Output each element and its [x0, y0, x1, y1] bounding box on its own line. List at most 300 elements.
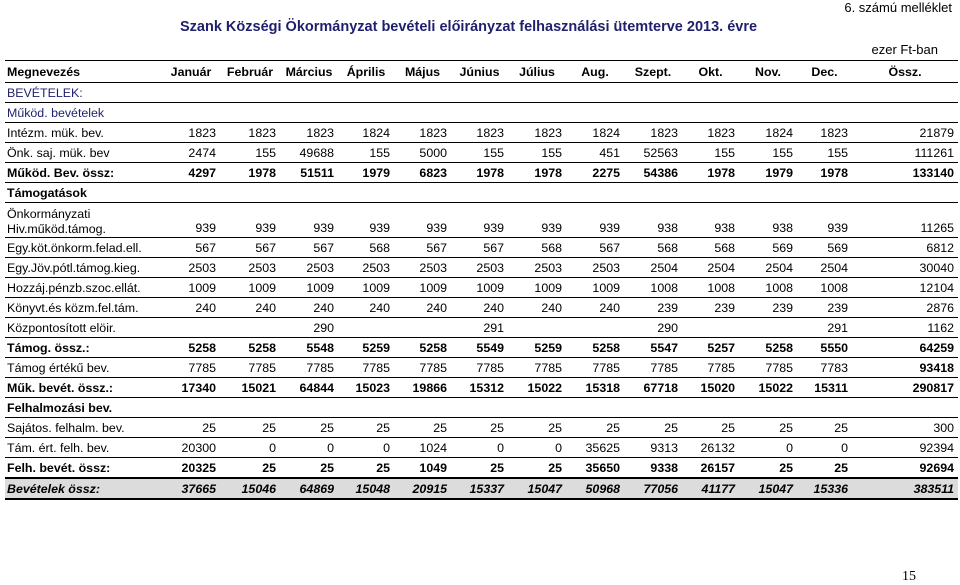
- value-cell: 2503: [220, 258, 280, 278]
- value-cell: 25: [338, 418, 394, 438]
- value-cell: 1162: [852, 318, 958, 338]
- value-cell: 300: [852, 418, 958, 438]
- table-row: [5, 318, 958, 338]
- value-cell: 1009: [338, 278, 394, 298]
- header-cell: Össz.: [852, 61, 958, 83]
- value-cell: 939: [566, 203, 624, 238]
- value-cell: 239: [682, 298, 739, 318]
- value-cell: 240: [338, 298, 394, 318]
- header-cell: Nov.: [739, 61, 797, 83]
- header-cell: Június: [451, 61, 508, 83]
- value-cell: 155: [508, 143, 566, 163]
- table-row: [5, 163, 958, 183]
- value-cell: 1009: [451, 278, 508, 298]
- value-cell: 15336: [797, 478, 852, 499]
- row-label: Támog értékű bev.: [5, 358, 162, 378]
- value-cell: 9338: [624, 458, 682, 479]
- table-row: [5, 183, 958, 203]
- value-cell: 2503: [338, 258, 394, 278]
- value-cell: 567: [451, 238, 508, 258]
- value-cell: [852, 103, 958, 123]
- value-cell: [220, 183, 280, 203]
- value-cell: 25: [394, 418, 451, 438]
- value-cell: 567: [280, 238, 338, 258]
- table-row: [5, 143, 958, 163]
- value-cell: [566, 103, 624, 123]
- value-cell: [338, 103, 394, 123]
- value-cell: 25: [280, 458, 338, 479]
- value-cell: 7785: [280, 358, 338, 378]
- row-label: Hozzáj.pénzb.szoc.ellát.: [5, 278, 162, 298]
- row-label: Könyvt.és közm.fel.tám.: [5, 298, 162, 318]
- value-cell: [162, 103, 220, 123]
- value-cell: 240: [220, 298, 280, 318]
- row-label: Sajátos. felhalm. bev.: [5, 418, 162, 438]
- value-cell: 133140: [852, 163, 958, 183]
- value-cell: [220, 103, 280, 123]
- table-row: [5, 358, 958, 378]
- value-cell: 155: [338, 143, 394, 163]
- value-cell: [624, 83, 682, 103]
- value-cell: [338, 83, 394, 103]
- value-cell: 155: [739, 143, 797, 163]
- value-cell: 0: [797, 438, 852, 458]
- value-cell: 569: [739, 238, 797, 258]
- value-cell: 155: [682, 143, 739, 163]
- value-cell: 20300: [162, 438, 220, 458]
- value-cell: 15337: [451, 478, 508, 499]
- value-cell: [852, 398, 958, 418]
- value-cell: [338, 318, 394, 338]
- value-cell: 7785: [624, 358, 682, 378]
- value-cell: 155: [451, 143, 508, 163]
- header-cell: Okt.: [682, 61, 739, 83]
- value-cell: 20325: [162, 458, 220, 479]
- value-cell: 5259: [508, 338, 566, 358]
- value-cell: [508, 318, 566, 338]
- value-cell: 567: [162, 238, 220, 258]
- value-cell: 2275: [566, 163, 624, 183]
- row-label: [5, 203, 162, 238]
- value-cell: 1823: [220, 123, 280, 143]
- value-cell: 567: [394, 238, 451, 258]
- value-cell: 1823: [624, 123, 682, 143]
- value-cell: [394, 183, 451, 203]
- value-cell: 290: [624, 318, 682, 338]
- value-cell: 25: [797, 418, 852, 438]
- value-cell: 15312: [451, 378, 508, 398]
- value-cell: 568: [624, 238, 682, 258]
- value-cell: 2503: [451, 258, 508, 278]
- value-cell: [739, 183, 797, 203]
- value-cell: 290: [280, 318, 338, 338]
- header-cell: Dec.: [797, 61, 852, 83]
- row-label: Támog. össz.:: [5, 338, 162, 358]
- value-cell: 5000: [394, 143, 451, 163]
- value-cell: 155: [797, 143, 852, 163]
- value-cell: 0: [508, 438, 566, 458]
- value-cell: 155: [220, 143, 280, 163]
- value-cell: 25: [508, 458, 566, 479]
- value-cell: 1824: [739, 123, 797, 143]
- value-cell: 1979: [338, 163, 394, 183]
- value-cell: [162, 398, 220, 418]
- value-cell: 7785: [220, 358, 280, 378]
- value-cell: 1008: [682, 278, 739, 298]
- value-cell: 1008: [624, 278, 682, 298]
- value-cell: 1978: [508, 163, 566, 183]
- value-cell: 1978: [451, 163, 508, 183]
- value-cell: [394, 398, 451, 418]
- table-row: [5, 103, 958, 123]
- value-cell: 567: [220, 238, 280, 258]
- value-cell: 15047: [739, 478, 797, 499]
- value-cell: 291: [451, 318, 508, 338]
- value-cell: [682, 398, 739, 418]
- value-cell: 2474: [162, 143, 220, 163]
- value-cell: 5258: [739, 338, 797, 358]
- value-cell: 451: [566, 143, 624, 163]
- value-cell: 64844: [280, 378, 338, 398]
- row-label: Önk. saj. mük. bev: [5, 143, 162, 163]
- header-label: Megnevezés: [5, 61, 162, 83]
- value-cell: 1978: [797, 163, 852, 183]
- value-cell: 939: [797, 203, 852, 238]
- value-cell: [220, 83, 280, 103]
- value-cell: 30040: [852, 258, 958, 278]
- row-label: Műk. bevét. össz.:: [5, 378, 162, 398]
- value-cell: [739, 318, 797, 338]
- value-cell: [739, 83, 797, 103]
- value-cell: [624, 103, 682, 123]
- row-label: Támogatások: [5, 183, 162, 203]
- value-cell: 15022: [739, 378, 797, 398]
- value-cell: 4297: [162, 163, 220, 183]
- value-cell: 5550: [797, 338, 852, 358]
- value-cell: 6823: [394, 163, 451, 183]
- value-cell: [566, 83, 624, 103]
- value-cell: 1009: [394, 278, 451, 298]
- table-row: [5, 418, 958, 438]
- value-cell: [566, 183, 624, 203]
- page-number: 15: [902, 569, 916, 584]
- value-cell: 93418: [852, 358, 958, 378]
- value-cell: 1049: [394, 458, 451, 479]
- value-cell: 1824: [338, 123, 394, 143]
- value-cell: 15046: [220, 478, 280, 499]
- value-cell: [508, 398, 566, 418]
- header-cell: Január: [162, 61, 220, 83]
- value-cell: 1979: [739, 163, 797, 183]
- value-cell: [682, 103, 739, 123]
- annex-label: 6. számú melléklet: [844, 0, 952, 15]
- table-row: [5, 398, 958, 418]
- value-cell: 939: [338, 203, 394, 238]
- value-cell: 0: [280, 438, 338, 458]
- row-label: Egy.köt.önkorm.felad.ell.: [5, 238, 162, 258]
- value-cell: 15047: [508, 478, 566, 499]
- value-cell: 290817: [852, 378, 958, 398]
- value-cell: [566, 318, 624, 338]
- value-cell: 240: [280, 298, 338, 318]
- value-cell: [394, 318, 451, 338]
- value-cell: 1009: [280, 278, 338, 298]
- value-cell: [624, 183, 682, 203]
- value-cell: [852, 183, 958, 203]
- value-cell: 7785: [682, 358, 739, 378]
- value-cell: 5547: [624, 338, 682, 358]
- table-body: [5, 61, 958, 500]
- value-cell: 7785: [566, 358, 624, 378]
- value-cell: 1823: [394, 123, 451, 143]
- header-cell: Aug.: [566, 61, 624, 83]
- value-cell: 25: [451, 458, 508, 479]
- value-cell: 7783: [797, 358, 852, 378]
- value-cell: 7785: [739, 358, 797, 378]
- value-cell: 0: [338, 438, 394, 458]
- value-cell: 111261: [852, 143, 958, 163]
- value-cell: [162, 318, 220, 338]
- value-cell: 0: [220, 438, 280, 458]
- row-label: Tám. ért. felh. bev.: [5, 438, 162, 458]
- value-cell: [280, 183, 338, 203]
- value-cell: 1978: [220, 163, 280, 183]
- value-cell: 21879: [852, 123, 958, 143]
- row-label: Bevételek össz:: [5, 478, 162, 499]
- value-cell: 25: [508, 418, 566, 438]
- table-row: [5, 83, 958, 103]
- value-cell: 2504: [624, 258, 682, 278]
- unit-label: ezer Ft-ban: [871, 42, 938, 57]
- value-cell: [682, 318, 739, 338]
- value-cell: 17340: [162, 378, 220, 398]
- value-cell: 239: [739, 298, 797, 318]
- value-cell: [451, 398, 508, 418]
- value-cell: 92694: [852, 458, 958, 479]
- value-cell: 5258: [566, 338, 624, 358]
- table-row: [5, 258, 958, 278]
- value-cell: [451, 83, 508, 103]
- value-cell: 938: [682, 203, 739, 238]
- header-cell: Április: [338, 61, 394, 83]
- value-cell: 1823: [162, 123, 220, 143]
- value-cell: 2503: [566, 258, 624, 278]
- value-cell: 50968: [566, 478, 624, 499]
- value-cell: 92394: [852, 438, 958, 458]
- value-cell: 1009: [162, 278, 220, 298]
- value-cell: 5258: [220, 338, 280, 358]
- row-label: Működ. bevételek: [5, 103, 162, 123]
- value-cell: 5258: [162, 338, 220, 358]
- value-cell: 2503: [280, 258, 338, 278]
- value-cell: [797, 183, 852, 203]
- value-cell: 6812: [852, 238, 958, 258]
- value-cell: 383511: [852, 478, 958, 499]
- value-cell: [508, 103, 566, 123]
- page-title: Szank Községi Ökormányzat bevételi előirányzat felhasználási ütemterve 2013. évre: [180, 19, 758, 35]
- value-cell: 240: [162, 298, 220, 318]
- value-cell: 1009: [508, 278, 566, 298]
- row-label: Intézm. mük. bev.: [5, 123, 162, 143]
- value-cell: [739, 398, 797, 418]
- value-cell: 25: [624, 418, 682, 438]
- value-cell: 939: [162, 203, 220, 238]
- header-cell: Február: [220, 61, 280, 83]
- value-cell: 2504: [797, 258, 852, 278]
- value-cell: 25: [280, 418, 338, 438]
- row-label: Központosított elöir.: [5, 318, 162, 338]
- value-cell: 1008: [797, 278, 852, 298]
- value-cell: [280, 83, 338, 103]
- value-cell: [451, 183, 508, 203]
- value-cell: 1823: [280, 123, 338, 143]
- value-cell: 568: [682, 238, 739, 258]
- value-cell: 5548: [280, 338, 338, 358]
- value-cell: [220, 398, 280, 418]
- value-cell: 35625: [566, 438, 624, 458]
- value-cell: 26157: [682, 458, 739, 479]
- value-cell: 938: [624, 203, 682, 238]
- value-cell: 26132: [682, 438, 739, 458]
- value-cell: 939: [280, 203, 338, 238]
- value-cell: 25: [220, 458, 280, 479]
- value-cell: 939: [394, 203, 451, 238]
- value-cell: 291: [797, 318, 852, 338]
- budget-table: [5, 60, 958, 500]
- value-cell: 49688: [280, 143, 338, 163]
- row-label: Felhalmozási bev.: [5, 398, 162, 418]
- value-cell: 1009: [220, 278, 280, 298]
- header-row: [5, 61, 958, 83]
- value-cell: 0: [451, 438, 508, 458]
- row-label: Felh. bevét. össz:: [5, 458, 162, 479]
- value-cell: [508, 83, 566, 103]
- value-cell: 5257: [682, 338, 739, 358]
- value-cell: [338, 398, 394, 418]
- value-cell: [852, 83, 958, 103]
- value-cell: [566, 398, 624, 418]
- value-cell: [162, 183, 220, 203]
- value-cell: 2503: [508, 258, 566, 278]
- value-cell: [162, 83, 220, 103]
- value-cell: 1823: [508, 123, 566, 143]
- value-cell: 239: [624, 298, 682, 318]
- row-label: Egy.Jöv.pótl.támog.kieg.: [5, 258, 162, 278]
- value-cell: 240: [508, 298, 566, 318]
- table-row: [5, 298, 958, 318]
- value-cell: 25: [682, 418, 739, 438]
- value-cell: 25: [162, 418, 220, 438]
- value-cell: 939: [508, 203, 566, 238]
- value-cell: 15048: [338, 478, 394, 499]
- value-cell: [508, 183, 566, 203]
- value-cell: 240: [394, 298, 451, 318]
- value-cell: [220, 318, 280, 338]
- value-cell: 25: [338, 458, 394, 479]
- value-cell: 239: [797, 298, 852, 318]
- value-cell: 7785: [162, 358, 220, 378]
- value-cell: 240: [451, 298, 508, 318]
- value-cell: 12104: [852, 278, 958, 298]
- row-label-line2: Hiv.működ.támog.: [7, 222, 106, 236]
- value-cell: 11265: [852, 203, 958, 238]
- value-cell: 240: [566, 298, 624, 318]
- value-cell: [797, 103, 852, 123]
- value-cell: 64259: [852, 338, 958, 358]
- value-cell: 67718: [624, 378, 682, 398]
- value-cell: 15318: [566, 378, 624, 398]
- value-cell: 1824: [566, 123, 624, 143]
- value-cell: 15021: [220, 378, 280, 398]
- value-cell: 77056: [624, 478, 682, 499]
- row-label-line1: Önkormányzati: [7, 207, 91, 221]
- value-cell: 25: [739, 458, 797, 479]
- value-cell: 7785: [508, 358, 566, 378]
- value-cell: [682, 183, 739, 203]
- value-cell: 37665: [162, 478, 220, 499]
- value-cell: [338, 183, 394, 203]
- table-row: [5, 458, 958, 479]
- value-cell: 51511: [280, 163, 338, 183]
- value-cell: 2876: [852, 298, 958, 318]
- value-cell: 5258: [394, 338, 451, 358]
- value-cell: [797, 398, 852, 418]
- header-cell: Július: [508, 61, 566, 83]
- table-row: [5, 338, 958, 358]
- value-cell: 939: [451, 203, 508, 238]
- value-cell: 41177: [682, 478, 739, 499]
- value-cell: [280, 103, 338, 123]
- value-cell: [280, 398, 338, 418]
- value-cell: 568: [508, 238, 566, 258]
- value-cell: 19866: [394, 378, 451, 398]
- row-label: Működ. Bev. össz:: [5, 163, 162, 183]
- value-cell: 2503: [394, 258, 451, 278]
- row-label: BEVÉTELEK:: [5, 83, 162, 103]
- value-cell: 2503: [162, 258, 220, 278]
- value-cell: 7785: [394, 358, 451, 378]
- table-row: [5, 203, 958, 238]
- header-cell: Május: [394, 61, 451, 83]
- value-cell: [797, 83, 852, 103]
- value-cell: 64869: [280, 478, 338, 499]
- value-cell: 5259: [338, 338, 394, 358]
- value-cell: 15020: [682, 378, 739, 398]
- value-cell: [682, 83, 739, 103]
- value-cell: 9313: [624, 438, 682, 458]
- value-cell: 1978: [682, 163, 739, 183]
- value-cell: 35650: [566, 458, 624, 479]
- value-cell: 939: [220, 203, 280, 238]
- value-cell: 938: [739, 203, 797, 238]
- table-row: [5, 238, 958, 258]
- value-cell: [624, 398, 682, 418]
- value-cell: 52563: [624, 143, 682, 163]
- table-row: [5, 438, 958, 458]
- value-cell: 1024: [394, 438, 451, 458]
- table-row: [5, 478, 958, 499]
- value-cell: 25: [797, 458, 852, 479]
- value-cell: 1008: [739, 278, 797, 298]
- value-cell: [739, 103, 797, 123]
- value-cell: 5549: [451, 338, 508, 358]
- value-cell: 1823: [682, 123, 739, 143]
- header-cell: Szept.: [624, 61, 682, 83]
- header-cell: Március: [280, 61, 338, 83]
- value-cell: 0: [739, 438, 797, 458]
- value-cell: 15311: [797, 378, 852, 398]
- table-row: [5, 378, 958, 398]
